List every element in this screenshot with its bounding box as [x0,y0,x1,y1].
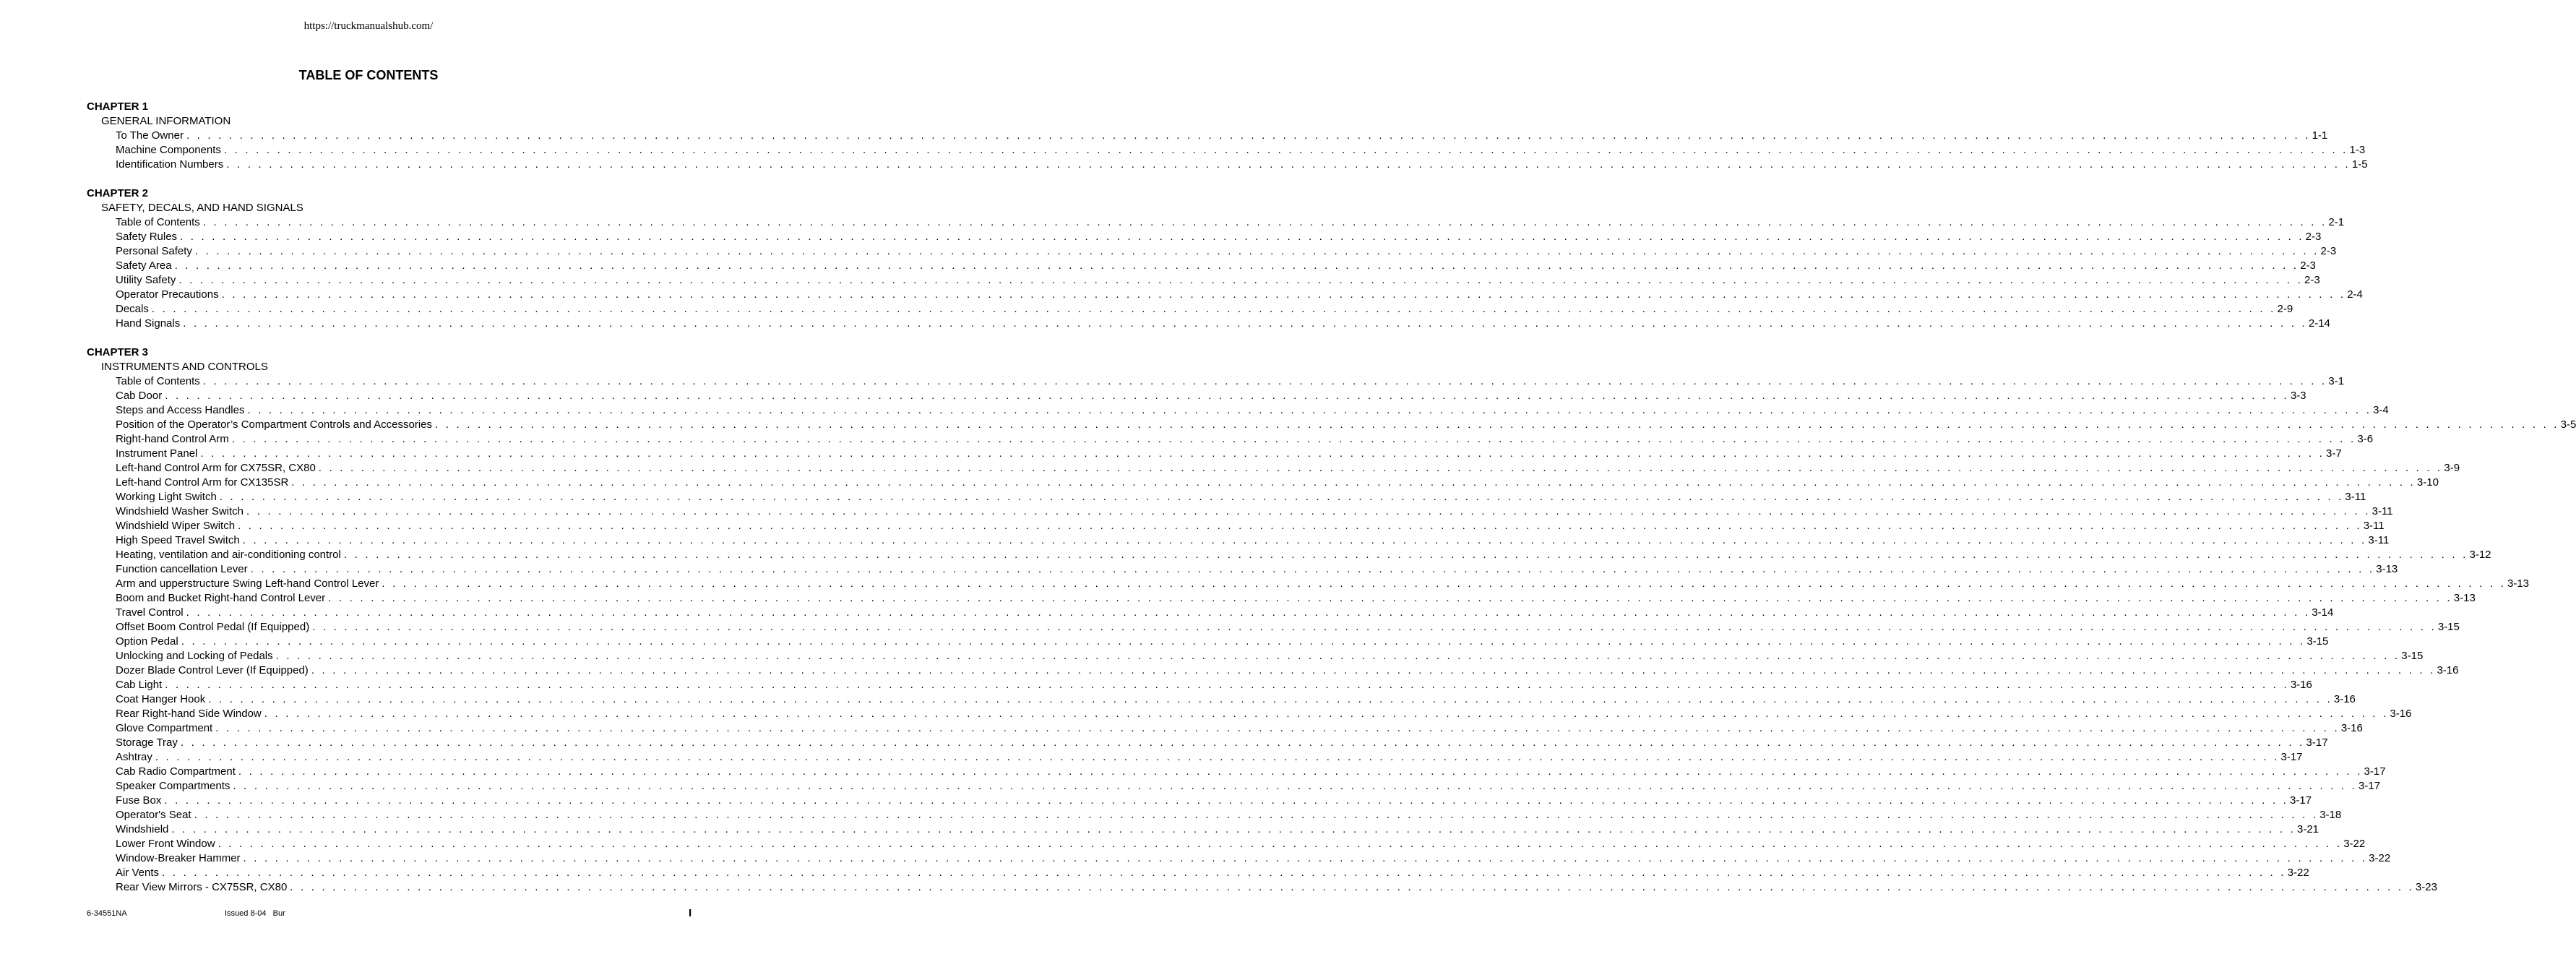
toc-entry[interactable] [87,837,2366,851]
dot-leader: . . . . . . . . . . . . . . . . . . . . . . . . . . . . . . . . . . . . . . . . . . . . . . . . . . . . . . . . . . . . . . . . . . . . . . . . . . . . . . . . . . . . . . . . . . . . . . . . . . . . . . . . . . . . . . . . . . . . . . . . . . . . . . . . . . . . . . . . . . . . . . . . . . . . . . . . . . . . . . . . . . . . . . . . . . . . . . . . . . . . . . . . . . . . . . . . . . . . . . . . [171,823,2296,835]
toc-entry-page: 3-16 [2333,693,2356,705]
dot-leader: . . . . . . . . . . . . . . . . . . . . . . . . . . . . . . . . . . . . . . . . . . . . . . . . . . . . . . . . . . . . . . . . . . . . . . . . . . . . . . . . . . . . . . . . . . . . . . . . . . . . . . . . . . . . . . . . . . . . . . . . . . . . . . . . . . . . . . . . . . . . . . . . . . . . . . . . . . . . . . . . . . . . . . . . . . . . . . . . . . . . . . . . . . . . . . . . . . . . . . . . [318,462,2443,474]
toc-entry-title: Position of the Operator’s Compartment Controls and Accessories [116,418,432,431]
dot-leader: . . . . . . . . . . . . . . . . . . . . . . . . . . . . . . . . . . . . . . . . . . . . . . . . . . . . . . . . . . . . . . . . . . . . . . . . . . . . . . . . . . . . . . . . . . . . . . . . . . . . . . . . . . . . . . . . . . . . . . . . . . . . . . . . . . . . . . . . . . . . . . . . . . . . . . . . . . . . . . . . . . . . . . . . . . . . . . . . . . . . . . . . . . . . . . . . . . . . . . . . [238,520,2362,532]
toc-entry-page: 2-1 [2328,216,2345,228]
toc-entry-page: 3-10 [2416,476,2439,489]
toc-entry-title: Windshield [116,823,169,835]
dot-leader: . . . . . . . . . . . . . . . . . . . . . . . . . . . . . . . . . . . . . . . . . . . . . . . . . . . . . . . . . . . . . . . . . . . . . . . . . . . . . . . . . . . . . . . . . . . . . . . . . . . . . . . . . . . . . . . . . . . . . . . . . . . . . . . . . . . . . . . . . . . . . . . . . . . . . . . . . . . . . . . . . . . . . . . . . . . . . . . . . . . . . . . . . . . . . . . . . . . . . . . . [250,563,2375,575]
toc-entry-title: Hand Signals [116,317,181,330]
dot-leader: . . . . . . . . . . . . . . . . . . . . . . . . . . . . . . . . . . . . . . . . . . . . . . . . . . . . . . . . . . . . . . . . . . . . . . . . . . . . . . . . . . . . . . . . . . . . . . . . . . . . . . . . . . . . . . . . . . . . . . . . . . . . . . . . . . . . . . . . . . . . . . . . . . . . . . . . . . . . . . . . . . . . . . . . . . . . . . . . . . . . . . . . . . . . . . . . . . . . . . . . [181,635,2306,648]
dot-leader: . . . . . . . . . . . . . . . . . . . . . . . . . . . . . . . . . . . . . . . . . . . . . . . . . . . . . . . . . . . . . . . . . . . . . . . . . . . . . . . . . . . . . . . . . . . . . . . . . . . . . . . . . . . . . . . . . . . . . . . . . . . . . . . . . . . . . . . . . . . . . . . . . . . . . . . . . . . . . . . . . . . . . . . . . . . . . . . . . . . . . . . . . . . . . . . . . . . . . . . . [226,158,2351,171]
dot-leader: . . . . . . . . . . . . . . . . . . . . . . . . . . . . . . . . . . . . . . . . . . . . . . . . . . . . . . . . . . . . . . . . . . . . . . . . . . . . . . . . . . . . . . . . . . . . . . . . . . . . . . . . . . . . . . . . . . . . . . . . . . . . . . . . . . . . . . . . . . . . . . . . . . . . . . . . . . . . . . . . . . . . . . . . . . . . . . . . . . . . . . . . . . . . . . . . . . . . . . . . [194,245,2319,257]
dot-leader: . . . . . . . . . . . . . . . . . . . . . . . . . . . . . . . . . . . . . . . . . . . . . . . . . . . . . . . . . . . . . . . . . . . . . . . . . . . . . . . . . . . . . . . . . . . . . . . . . . . . . . . . . . . . . . . . . . . . . . . . . . . . . . . . . . . . . . . . . . . . . . . . . . . . . . . . . . . . . . . . . . . . . . . . . . . . . . . . . . . . . . . . . . . . . . . . . . . . . . . . [221,288,2346,301]
toc-entry-title: Ashtray [116,751,152,763]
toc-entry-page: 3-13 [2507,577,2530,590]
footer-page-number: I [689,907,692,919]
toc-entry[interactable] [87,215,2345,230]
chapter-title: GENERAL INFORMATION [101,115,231,127]
toc-entry[interactable] [87,476,2439,490]
dot-leader: . . . . . . . . . . . . . . . . . . . . . . . . . . . . . . . . . . . . . . . . . . . . . . . . . . . . . . . . . . . . . . . . . . . . . . . . . . . . . . . . . . . . . . . . . . . . . . . . . . . . . . . . . . . . . . . . . . . . . . . . . . . . . . . . . . . . . . . . . . . . . . . . . . . . . . . . . . . . . . . . . . . . . . . . . . . . . . . . . . . . . . . . . . . . . . . . . . . . . . . . [290,881,2414,893]
toc-entry-title: Cab Door [116,390,163,402]
toc-entry-page: 2-14 [2308,317,2330,330]
dot-leader: . . . . . . . . . . . . . . . . . . . . . . . . . . . . . . . . . . . . . . . . . . . . . . . . . . . . . . . . . . . . . . . . . . . . . . . . . . . . . . . . . . . . . . . . . . . . . . . . . . . . . . . . . . . . . . . . . . . . . . . . . . . . . . . . . . . . . . . . . . . . . . . . . . . . . . . . . . . . . . . . . . . . . . . . . . . . . . . . . . . . . . . . . . . . . . . . . . . . . . . . [233,780,2358,792]
dot-leader: . . . . . . . . . . . . . . . . . . . . . . . . . . . . . . . . . . . . . . . . . . . . . . . . . . . . . . . . . . . . . . . . . . . . . . . . . . . . . . . . . . . . . . . . . . . . . . . . . . . . . . . . . . . . . . . . . . . . . . . . . . . . . . . . . . . . . . . . . . . . . . . . . . . . . . . . . . . . . . . . . . . . . . . . . . . . . . . . . . . . . . . . . . . . . . . . . . . . . . . . [165,390,2289,402]
dot-leader: . . . . . . . . . . . . . . . . . . . . . . . . . . . . . . . . . . . . . . . . . . . . . . . . . . . . . . . . . . . . . . . . . . . . . . . . . . . . . . . . . . . . . . . . . . . . . . . . . . . . . . . . . . . . . . . . . . . . . . . . . . . . . . . . . . . . . . . . . . . . . . . . . . . . . . . . . . . . . . . . . . . . . . . . . . . . . . . . . . . . . . . . . . . . . . . . . . . . . . . . [312,621,2437,633]
toc-entry-page: 2-3 [2300,259,2316,272]
toc-entry-page: 3-17 [2280,751,2303,763]
table-of-contents [87,100,2576,909]
toc-entry-page: 3-9 [2444,462,2460,474]
dot-leader: . . . . . . . . . . . . . . . . . . . . . . . . . . . . . . . . . . . . . . . . . . . . . . . . . . . . . . . . . . . . . . . . . . . . . . . . . . . . . . . . . . . . . . . . . . . . . . . . . . . . . . . . . . . . . . . . . . . . . . . . . . . . . . . . . . . . . . . . . . . . . . . . . . . . . . . . . . . . . . . . . . . . . . . . . . . . . . . . . . . . . . . . . . . . . . . . . . . . . . . . [219,491,2344,503]
toc-entry-page: 3-17 [2359,780,2381,792]
toc-entry-page: 1-3 [2349,144,2366,156]
toc-entry-page: 3-15 [2437,621,2460,633]
dot-leader: . . . . . . . . . . . . . . . . . . . . . . . . . . . . . . . . . . . . . . . . . . . . . . . . . . . . . . . . . . . . . . . . . . . . . . . . . . . . . . . . . . . . . . . . . . . . . . . . . . . . . . . . . . . . . . . . . . . . . . . . . . . . . . . . . . . . . . . . . . . . . . . . . . . . . . . . . . . . . . . . . . . . . . . . . . . . . . . . . . . . . . . . . . . . . . . . . . . . . . . . [180,231,2304,243]
chapter-title: INSTRUMENTS AND CONTROLS [101,361,268,373]
toc-entry-title: Cab Light [116,679,163,691]
dot-leader: . . . . . . . . . . . . . . . . . . . . . . . . . . . . . . . . . . . . . . . . . . . . . . . . . . . . . . . . . . . . . . . . . . . . . . . . . . . . . . . . . . . . . . . . . . . . . . . . . . . . . . . . . . . . . . . . . . . . . . . . . . . . . . . . . . . . . . . . . . . . . . . . . . . . . . . . . . . . . . . . . . . . . . . . . . . . . . . . . . . . . . . . . . . . . . . . . . . . . . . . [246,505,2371,517]
dot-leader: . . . . . . . . . . . . . . . . . . . . . . . . . . . . . . . . . . . . . . . . . . . . . . . . . . . . . . . . . . . . . . . . . . . . . . . . . . . . . . . . . . . . . . . . . . . . . . . . . . . . . . . . . . . . . . . . . . . . . . . . . . . . . . . . . . . . . . . . . . . . . . . . . . . . . . . . . . . . . . . . . . . . . . . . . . . . . . . . . . . . . . . . . . . . . . . . . . . . . . . . [174,259,2299,272]
dot-leader: . . . . . . . . . . . . . . . . . . . . . . . . . . . . . . . . . . . . . . . . . . . . . . . . . . . . . . . . . . . . . . . . . . . . . . . . . . . . . . . . . . . . . . . . . . . . . . . . . . . . . . . . . . . . . . . . . . . . . . . . . . . . . . . . . . . . . . . . . . . . . . . . . . . . . . . . . . . . . . . . . . . . . . . . . . . . . . . . . . . . . . . . . . . . . . . . . . . . . . . . [202,216,2327,228]
chapter-label: CHAPTER 3 [87,346,149,358]
dot-leader: . . . . . . . . . . . . . . . . . . . . . . . . . . . . . . . . . . . . . . . . . . . . . . . . . . . . . . . . . . . . . . . . . . . . . . . . . . . . . . . . . . . . . . . . . . . . . . . . . . . . . . . . . . . . . . . . . . . . . . . . . . . . . . . . . . . . . . . . . . . . . . . . . . . . . . . . . . . . . . . . . . . . . . . . . . . . . . . . . . . . . . . . . . . . . . . . . . . . . . . . [311,664,2436,676]
toc-entry-title: Window-Breaker Hammer [116,852,241,864]
toc-entry-page: 2-9 [2277,303,2293,315]
toc-entry-title: Table of Contents [116,216,200,228]
toc-entry-page: 3-17 [2364,765,2386,778]
toc-entry[interactable] [87,403,2389,418]
dot-leader: . . . . . . . . . . . . . . . . . . . . . . . . . . . . . . . . . . . . . . . . . . . . . . . . . . . . . . . . . . . . . . . . . . . . . . . . . . . . . . . . . . . . . . . . . . . . . . . . . . . . . . . . . . . . . . . . . . . . . . . . . . . . . . . . . . . . . . . . . . . . . . . . . . . . . . . . . . . . . . . . . . . . . . . . . . . . . . . . . . . . . . . . . . . . . . . . . . . . . . . . [151,303,2276,315]
toc-entry-title: Machine Components [116,144,221,156]
dot-leader: . . . . . . . . . . . . . . . . . . . . . . . . . . . . . . . . . . . . . . . . . . . . . . . . . . . . . . . . . . . . . . . . . . . . . . . . . . . . . . . . . . . . . . . . . . . . . . . . . . . . . . . . . . . . . . . . . . . . . . . . . . . . . . . . . . . . . . . . . . . . . . . . . . . . . . . . . . . . . . . . . . . . . . . . . . . . . . . . . . . . . . . . . . . . . . . . . . . . . . . . [247,404,2372,416]
toc-entry-title: Travel Control [116,606,184,619]
toc-entry[interactable] [87,779,2381,794]
chapter-label: CHAPTER 1 [87,100,149,113]
toc-entry-title: Cab Radio Compartment [116,765,236,778]
toc-entry-title: Coat Hanger Hook [116,693,206,705]
dot-leader: . . . . . . . . . . . . . . . . . . . . . . . . . . . . . . . . . . . . . . . . . . . . . . . . . . . . . . . . . . . . . . . . . . . . . . . . . . . . . . . . . . . . . . . . . . . . . . . . . . . . . . . . . . . . . . . . . . . . . . . . . . . . . . . . . . . . . . . . . . . . . . . . . . . . . . . . . . . . . . . . . . . . . . . . . . . . . . . . . . . . . . . . . . . . . . . . . . . . . . . . [186,129,2311,142]
toc-entry[interactable] [87,606,2334,620]
toc-entry-page: 3-16 [2390,708,2412,720]
toc-entry-page: 3-17 [2290,794,2312,807]
toc-entry-page: 1-1 [2312,129,2328,142]
toc-entry-page: 3-23 [2415,881,2437,893]
toc-entry-title: Identification Numbers [116,158,224,171]
toc-entry-page: 2-3 [2305,231,2322,243]
dot-leader: . . . . . . . . . . . . . . . . . . . . . . . . . . . . . . . . . . . . . . . . . . . . . . . . . . . . . . . . . . . . . . . . . . . . . . . . . . . . . . . . . . . . . . . . . . . . . . . . . . . . . . . . . . . . . . . . . . . . . . . . . . . . . . . . . . . . . . . . . . . . . . . . . . . . . . . . . . . . . . . . . . . . . . . . . . . . . . . . . . . . . . . . . . . . . . . . . . . . . . . . [202,375,2327,387]
toc-entry-page: 3-7 [2326,447,2342,460]
dot-leader: . . . . . . . . . . . . . . . . . . . . . . . . . . . . . . . . . . . . . . . . . . . . . . . . . . . . . . . . . . . . . . . . . . . . . . . . . . . . . . . . . . . . . . . . . . . . . . . . . . . . . . . . . . . . . . . . . . . . . . . . . . . . . . . . . . . . . . . . . . . . . . . . . . . . . . . . . . . . . . . . . . . . . . . . . . . . . . . . . . . . . . . . . . . . . . . . . . . . . . . . [238,765,2363,778]
dot-leader: . . . . . . . . . . . . . . . . . . . . . . . . . . . . . . . . . . . . . . . . . . . . . . . . . . . . . . . . . . . . . . . . . . . . . . . . . . . . . . . . . . . . . . . . . . . . . . . . . . . . . . . . . . . . . . . . . . . . . . . . . . . . . . . . . . . . . . . . . . . . . . . . . . . . . . . . . . . . . . . . . . . . . . . . . . . . . . . . . . . . . . . . . . . . . . . . . . . . . . . . [183,317,2307,330]
toc-entry[interactable] [87,765,2386,779]
toc-entry[interactable] [87,432,2374,447]
toc-entry-page: 3-1 [2328,375,2345,387]
dot-leader: . . . . . . . . . . . . . . . . . . . . . . . . . . . . . . . . . . . . . . . . . . . . . . . . . . . . . . . . . . . . . . . . . . . . . . . . . . . . . . . . . . . . . . . . . . . . . . . . . . . . . . . . . . . . . . . . . . . . . . . . . . . . . . . . . . . . . . . . . . . . . . . . . . . . . . . . . . . . . . . . . . . . . . . . . . . . . . . . . . . . . . . . . . . . . . . . . . . . . . . . [164,794,2288,807]
toc-entry[interactable] [87,259,2316,273]
toc-entry-title: Left-hand Control Arm for CX75SR, CX80 [116,462,316,474]
toc-entry[interactable] [87,461,2460,476]
toc-entry[interactable] [87,750,2303,765]
toc-entry-page: 3-16 [2437,664,2459,676]
footer-doc-number: 6-34551NA [87,909,127,918]
toc-entry-title: Rear View Mirrors - CX75SR, CX80 [116,881,288,893]
toc-entry-title: Windshield Washer Switch [116,505,244,517]
toc-entry[interactable] [87,880,2437,895]
toc-entry[interactable] [87,663,2459,678]
toc-entry[interactable] [87,707,2412,721]
toc-entry-page: 3-12 [2469,549,2491,561]
toc-entry-page: 3-11 [2363,520,2385,532]
toc-entry[interactable] [87,504,2393,519]
toc-entry-title: Heating, ventilation and air-conditioning control [116,549,341,561]
toc-entry[interactable] [87,302,2293,317]
dot-leader: . . . . . . . . . . . . . . . . . . . . . . . . . . . . . . . . . . . . . . . . . . . . . . . . . . . . . . . . . . . . . . . . . . . . . . . . . . . . . . . . . . . . . . . . . . . . . . . . . . . . . . . . . . . . . . . . . . . . . . . . . . . . . . . . . . . . . . . . . . . . . . . . . . . . . . . . . . . . . . . . . . . . . . . . . . . . . . . . . . . . . . . . . . . . . . . . . . . . . . . . [231,433,2356,445]
toc-entry-title: Offset Boom Control Pedal (If Equipped) [116,621,310,633]
dot-leader: . . . . . . . . . . . . . . . . . . . . . . . . . . . . . . . . . . . . . . . . . . . . . . . . . . . . . . . . . . . . . . . . . . . . . . . . . . . . . . . . . . . . . . . . . . . . . . . . . . . . . . . . . . . . . . . . . . . . . . . . . . . . . . . . . . . . . . . . . . . . . . . . . . . . . . . . . . . . . . . . . . . . . . . . . . . . . . . . . . . . . . . . . . . . . . . . . . . . . . . . [208,693,2332,705]
chapter-section [87,345,2576,895]
dot-leader: . . . . . . . . . . . . . . . . . . . . . . . . . . . . . . . . . . . . . . . . . . . . . . . . . . . . . . . . . . . . . . . . . . . . . . . . . . . . . . . . . . . . . . . . . . . . . . . . . . . . . . . . . . . . . . . . . . . . . . . . . . . . . . . . . . . . . . . . . . . . . . . . . . . . . . . . . . . . . . . . . . . . . . . . . . . . . . . . . . . . . . . . . . . . . . . . . . . . . . . . [435,418,2559,431]
toc-entry-page: 2-3 [2320,245,2337,257]
toc-entry-page: 3-4 [2373,404,2389,416]
toc-entry[interactable] [87,533,2390,548]
toc-entry[interactable] [87,649,2424,663]
toc-entry[interactable] [87,851,2391,866]
toc-entry-page: 3-13 [2453,592,2476,604]
toc-entry-title: Storage Tray [116,736,178,749]
dot-leader: . . . . . . . . . . . . . . . . . . . . . . . . . . . . . . . . . . . . . . . . . . . . . . . . . . . . . . . . . . . . . . . . . . . . . . . . . . . . . . . . . . . . . . . . . . . . . . . . . . . . . . . . . . . . . . . . . . . . . . . . . . . . . . . . . . . . . . . . . . . . . . . . . . . . . . . . . . . . . . . . . . . . . . . . . . . . . . . . . . . . . . . . . . . . . . . . . . . . . . . . [200,447,2325,460]
toc-entry-page: 3-11 [2345,491,2366,503]
toc-entry[interactable] [87,490,2366,504]
toc-entry[interactable] [87,620,2460,635]
toc-entry-page: 3-18 [2319,809,2342,821]
toc-entry[interactable] [87,562,2398,577]
toc-entry[interactable] [87,692,2356,707]
dot-leader: . . . . . . . . . . . . . . . . . . . . . . . . . . . . . . . . . . . . . . . . . . . . . . . . . . . . . . . . . . . . . . . . . . . . . . . . . . . . . . . . . . . . . . . . . . . . . . . . . . . . . . . . . . . . . . . . . . . . . . . . . . . . . . . . . . . . . . . . . . . . . . . . . . . . . . . . . . . . . . . . . . . . . . . . . . . . . . . . . . . . . . . . . . . . . . . . . . . . . . . . [186,606,2311,619]
toc-entry-title: Air Vents [116,867,160,879]
toc-entry-page: 3-11 [2368,534,2390,546]
toc-entry[interactable] [87,577,2530,591]
toc-entry-page: 3-22 [2343,838,2366,850]
toc-entry[interactable] [87,273,2320,288]
toc-entry-title: Unlocking and Locking of Pedals [116,650,273,662]
toc-entry[interactable] [87,143,2366,158]
toc-entry-title: High Speed Travel Switch [116,534,240,546]
dot-leader: . . . . . . . . . . . . . . . . . . . . . . . . . . . . . . . . . . . . . . . . . . . . . . . . . . . . . . . . . . . . . . . . . . . . . . . . . . . . . . . . . . . . . . . . . . . . . . . . . . . . . . . . . . . . . . . . . . . . . . . . . . . . . . . . . . . . . . . . . . . . . . . . . . . . . . . . . . . . . . . . . . . . . . . . . . . . . . . . . . . . . . . . . . . . . . . . . . . . . . . . [155,751,2280,763]
dot-leader: . . . . . . . . . . . . . . . . . . . . . . . . . . . . . . . . . . . . . . . . . . . . . . . . . . . . . . . . . . . . . . . . . . . . . . . . . . . . . . . . . . . . . . . . . . . . . . . . . . . . . . . . . . . . . . . . . . . . . . . . . . . . . . . . . . . . . . . . . . . . . . . . . . . . . . . . . . . . . . . . . . . . . . . . . . . . . . . . . . . . . . . . . . . . . . . . . . . . . . . . [382,577,2506,590]
toc-entry-title: Left-hand Control Arm for CX135SR [116,476,289,489]
toc-entry[interactable] [87,635,2329,649]
page-title: TABLE OF CONTENTS [298,68,439,82]
toc-entry[interactable] [87,548,2491,562]
dot-leader: . . . . . . . . . . . . . . . . . . . . . . . . . . . . . . . . . . . . . . . . . . . . . . . . . . . . . . . . . . . . . . . . . . . . . . . . . . . . . . . . . . . . . . . . . . . . . . . . . . . . . . . . . . . . . . . . . . . . . . . . . . . . . . . . . . . . . . . . . . . . . . . . . . . . . . . . . . . . . . . . . . . . . . . . . . . . . . . . . . . . . . . . . . . . . . . . . . . . . . . . [162,867,2286,879]
toc-entry-title: Windshield Wiper Switch [116,520,236,532]
toc-entry-page: 3-22 [2287,867,2309,879]
toc-entry[interactable] [87,244,2337,259]
toc-entry-title: Right-hand Control Arm [116,433,229,445]
toc-entry[interactable] [87,721,2363,736]
toc-entry-page: 3-17 [2306,736,2328,749]
chapter-title: SAFETY, DECALS, AND HAND SIGNALS [101,202,303,214]
toc-entry-page: 3-5 [2560,418,2576,431]
dot-leader: . . . . . . . . . . . . . . . . . . . . . . . . . . . . . . . . . . . . . . . . . . . . . . . . . . . . . . . . . . . . . . . . . . . . . . . . . . . . . . . . . . . . . . . . . . . . . . . . . . . . . . . . . . . . . . . . . . . . . . . . . . . . . . . . . . . . . . . . . . . . . . . . . . . . . . . . . . . . . . . . . . . . . . . . . . . . . . . . . . . . . . . . . . . . . . . . . . . . . . . . [291,476,2416,489]
toc-entry-title: Operator Precautions [116,288,219,301]
toc-entry-page: 3-11 [2372,505,2393,517]
toc-entry[interactable] [87,158,2368,172]
toc-entry[interactable] [87,288,2363,302]
toc-entry[interactable] [87,374,2345,389]
dot-leader: . . . . . . . . . . . . . . . . . . . . . . . . . . . . . . . . . . . . . . . . . . . . . . . . . . . . . . . . . . . . . . . . . . . . . . . . . . . . . . . . . . . . . . . . . . . . . . . . . . . . . . . . . . . . . . . . . . . . . . . . . . . . . . . . . . . . . . . . . . . . . . . . . . . . . . . . . . . . . . . . . . . . . . . . . . . . . . . . . . . . . . . . . . . . . . . . . . . . . . . . [328,592,2452,604]
toc-entry-title: Working Light Switch [116,491,217,503]
toc-entry[interactable] [87,822,2319,837]
toc-entry-title: Rear Right-hand Side Window [116,708,262,720]
dot-leader: . . . . . . . . . . . . . . . . . . . . . . . . . . . . . . . . . . . . . . . . . . . . . . . . . . . . . . . . . . . . . . . . . . . . . . . . . . . . . . . . . . . . . . . . . . . . . . . . . . . . . . . . . . . . . . . . . . . . . . . . . . . . . . . . . . . . . . . . . . . . . . . . . . . . . . . . . . . . . . . . . . . . . . . . . . . . . . . . . . . . . . . . . . . . . . . . . . . . . . . . [264,708,2389,720]
toc-entry[interactable] [87,519,2385,533]
toc-entry[interactable] [87,317,2330,331]
toc-entry[interactable] [87,794,2312,808]
dot-leader: . . . . . . . . . . . . . . . . . . . . . . . . . . . . . . . . . . . . . . . . . . . . . . . . . . . . . . . . . . . . . . . . . . . . . . . . . . . . . . . . . . . . . . . . . . . . . . . . . . . . . . . . . . . . . . . . . . . . . . . . . . . . . . . . . . . . . . . . . . . . . . . . . . . . . . . . . . . . . . . . . . . . . . . . . . . . . . . . . . . . . . . . . . . . . . . . . . . . . . . . [275,650,2400,662]
toc-entry-title: Arm and upperstructure Swing Left-hand Control Lever [116,577,379,590]
toc-entry-page: 3-13 [2376,563,2398,575]
toc-entry-title: Table of Contents [116,375,200,387]
toc-entry-page: 3-15 [2306,635,2329,648]
dot-leader: . . . . . . . . . . . . . . . . . . . . . . . . . . . . . . . . . . . . . . . . . . . . . . . . . . . . . . . . . . . . . . . . . . . . . . . . . . . . . . . . . . . . . . . . . . . . . . . . . . . . . . . . . . . . . . . . . . . . . . . . . . . . . . . . . . . . . . . . . . . . . . . . . . . . . . . . . . . . . . . . . . . . . . . . . . . . . . . . . . . . . . . . . . . . . . . . . . . . . . . . [178,274,2303,286]
dot-leader: . . . . . . . . . . . . . . . . . . . . . . . . . . . . . . . . . . . . . . . . . . . . . . . . . . . . . . . . . . . . . . . . . . . . . . . . . . . . . . . . . . . . . . . . . . . . . . . . . . . . . . . . . . . . . . . . . . . . . . . . . . . . . . . . . . . . . . . . . . . . . . . . . . . . . . . . . . . . . . . . . . . . . . . . . . . . . . . . . . . . . . . . . . . . . . . . . . . . . . . . [243,852,2368,864]
toc-entry[interactable] [87,736,2328,750]
dot-leader: . . . . . . . . . . . . . . . . . . . . . . . . . . . . . . . . . . . . . . . . . . . . . . . . . . . . . . . . . . . . . . . . . . . . . . . . . . . . . . . . . . . . . . . . . . . . . . . . . . . . . . . . . . . . . . . . . . . . . . . . . . . . . . . . . . . . . . . . . . . . . . . . . . . . . . . . . . . . . . . . . . . . . . . . . . . . . . . . . . . . . . . . . . . . . . . . . . . . . . . . [215,722,2340,734]
toc-entry[interactable] [87,418,2576,432]
footer-issued: Issued 8-04 Bur [225,909,285,918]
toc-entry[interactable] [87,591,2476,606]
chapter-label: CHAPTER 2 [87,187,149,199]
dot-leader: . . . . . . . . . . . . . . . . . . . . . . . . . . . . . . . . . . . . . . . . . . . . . . . . . . . . . . . . . . . . . . . . . . . . . . . . . . . . . . . . . . . . . . . . . . . . . . . . . . . . . . . . . . . . . . . . . . . . . . . . . . . . . . . . . . . . . . . . . . . . . . . . . . . . . . . . . . . . . . . . . . . . . . . . . . . . . . . . . . . . . . . . . . . . . . . . . . . . . . . . [180,736,2305,749]
dot-leader: . . . . . . . . . . . . . . . . . . . . . . . . . . . . . . . . . . . . . . . . . . . . . . . . . . . . . . . . . . . . . . . . . . . . . . . . . . . . . . . . . . . . . . . . . . . . . . . . . . . . . . . . . . . . . . . . . . . . . . . . . . . . . . . . . . . . . . . . . . . . . . . . . . . . . . . . . . . . . . . . . . . . . . . . . . . . . . . . . . . . . . . . . . . . . . . . . . . . . . . . [217,838,2343,850]
dot-leader: . . . . . . . . . . . . . . . . . . . . . . . . . . . . . . . . . . . . . . . . . . . . . . . . . . . . . . . . . . . . . . . . . . . . . . . . . . . . . . . . . . . . . . . . . . . . . . . . . . . . . . . . . . . . . . . . . . . . . . . . . . . . . . . . . . . . . . . . . . . . . . . . . . . . . . . . . . . . . . . . . . . . . . . . . . . . . . . . . . . . . . . . . . . . . . . . . . . . . . . . [194,809,2319,821]
toc-entry-title: Boom and Bucket Right-hand Control Lever [116,592,326,604]
chapter-section [87,100,2368,172]
toc-entry-title: Utility Safety [116,274,176,286]
dot-leader: . . . . . . . . . . . . . . . . . . . . . . . . . . . . . . . . . . . . . . . . . . . . . . . . . . . . . . . . . . . . . . . . . . . . . . . . . . . . . . . . . . . . . . . . . . . . . . . . . . . . . . . . . . . . . . . . . . . . . . . . . . . . . . . . . . . . . . . . . . . . . . . . . . . . . . . . . . . . . . . . . . . . . . . . . . . . . . . . . . . . . . . . . . . . . . . . . . . . . . . . [343,549,2468,561]
toc-entry-title: Decals [116,303,149,315]
toc-entry-page: 3-16 [2340,722,2363,734]
toc-entry-title: Fuse Box [116,794,162,807]
toc-entry-title: Operator's Seat [116,809,191,821]
toc-entry-page: 3-21 [2297,823,2319,835]
toc-entry[interactable] [87,808,2342,822]
toc-entry-page: 3-15 [2401,650,2424,662]
toc-entry-title: To The Owner [116,129,184,142]
toc-entry-title: Option Pedal [116,635,178,648]
toc-entry-title: Function cancellation Lever [116,563,248,575]
toc-entry-page: 3-22 [2369,852,2391,864]
chapter-section [87,186,2363,331]
toc-entry[interactable] [87,678,2312,692]
toc-entry-title: Safety Rules [116,231,178,243]
toc-entry-page: 2-4 [2347,288,2363,301]
source-url[interactable]: https://truckmanualshub.com/ [303,20,434,32]
toc-entry[interactable] [87,230,2322,244]
toc-entry-page: 3-3 [2290,390,2306,402]
toc-entry[interactable] [87,866,2309,880]
toc-entry-page: 3-16 [2290,679,2312,691]
dot-leader: . . . . . . . . . . . . . . . . . . . . . . . . . . . . . . . . . . . . . . . . . . . . . . . . . . . . . . . . . . . . . . . . . . . . . . . . . . . . . . . . . . . . . . . . . . . . . . . . . . . . . . . . . . . . . . . . . . . . . . . . . . . . . . . . . . . . . . . . . . . . . . . . . . . . . . . . . . . . . . . . . . . . . . . . . . . . . . . . . . . . . . . . . . . . . . . . . . . . . . . . [165,679,2289,691]
toc-entry-title: Lower Front Window [116,838,215,850]
toc-entry[interactable] [87,389,2306,403]
toc-entry-title: Glove Compartment [116,722,213,734]
toc-entry-title: Instrument Panel [116,447,198,460]
toc-entry[interactable] [87,129,2328,143]
toc-entry-page: 3-6 [2357,433,2374,445]
toc-entry-page: 3-14 [2312,606,2334,619]
toc-entry-page: 2-3 [2304,274,2320,286]
dot-leader: . . . . . . . . . . . . . . . . . . . . . . . . . . . . . . . . . . . . . . . . . . . . . . . . . . . . . . . . . . . . . . . . . . . . . . . . . . . . . . . . . . . . . . . . . . . . . . . . . . . . . . . . . . . . . . . . . . . . . . . . . . . . . . . . . . . . . . . . . . . . . . . . . . . . . . . . . . . . . . . . . . . . . . . . . . . . . . . . . . . . . . . . . . . . . . . . . . . . . . . . [242,534,2367,546]
toc-entry-title: Safety Area [116,259,172,272]
toc-entry-title: Steps and Access Handles [116,404,245,416]
toc-entry-title: Speaker Compartments [116,780,231,792]
toc-entry-title: Personal Safety [116,245,192,257]
dot-leader: . . . . . . . . . . . . . . . . . . . . . . . . . . . . . . . . . . . . . . . . . . . . . . . . . . . . . . . . . . . . . . . . . . . . . . . . . . . . . . . . . . . . . . . . . . . . . . . . . . . . . . . . . . . . . . . . . . . . . . . . . . . . . . . . . . . . . . . . . . . . . . . . . . . . . . . . . . . . . . . . . . . . . . . . . . . . . . . . . . . . . . . . . . . . . . . . . . . . . . . . [223,144,2348,156]
toc-entry-title: Dozer Blade Control Lever (If Equipped) [116,664,309,676]
toc-entry-page: 1-5 [2351,158,2368,171]
toc-entry[interactable] [87,447,2342,461]
